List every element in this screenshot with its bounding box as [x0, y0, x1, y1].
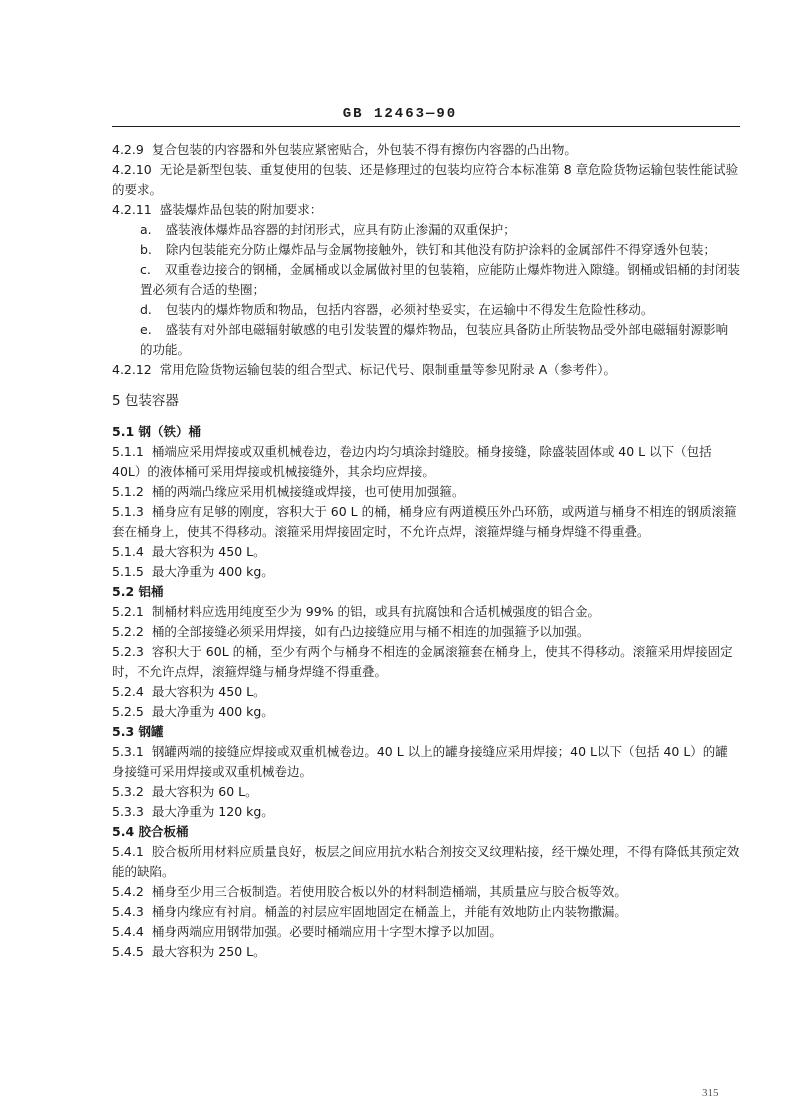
clause-number: 5.2.4	[112, 684, 144, 699]
clause-text: 常用危险货物运输包装的组合型式、标记代号、限制重量等参见附录 A（参考件）。	[159, 362, 617, 377]
clause-number: 5.2.3	[112, 644, 144, 659]
clause-number: 4.2.11	[112, 202, 152, 217]
clause-text: 桶身两端应用钢带加强。必要时桶端应用十字型木撑予以加固。	[151, 924, 502, 939]
clause-text: 最大净重为 400 kg。	[151, 564, 274, 579]
clause-text: 最大容积为 450 L。	[151, 684, 266, 699]
clause-text: 最大容积为 250 L。	[151, 944, 266, 959]
clause	[112, 160, 740, 200]
clause-number: 5.4.1	[112, 844, 144, 859]
clause	[112, 702, 740, 722]
clause	[112, 482, 740, 502]
clause-number: 5.1.5	[112, 564, 144, 579]
clause-text: 桶的全部接缝必须采用焊接，如有凸边接缝应用与桶不相连的加强箍予以加强。	[151, 624, 590, 639]
clause-text: 复合包装的内容器和外包装应紧密贴合，外包装不得有擦伤内容器的凸出物。	[151, 142, 577, 157]
list-item-label: b.	[140, 242, 152, 257]
clause-text: 桶身应有足够的刚度，容积大于 60 L 的桶，桶身应有两道模压外凸环筋，或两道与桶身不相连的钢质滚箍套在桶身上，使其不得移动。滚箍采用焊接固定时，不允许点焊，滚箍焊缝与桶身焊缝不得重叠。	[112, 504, 737, 539]
clause	[112, 140, 740, 160]
clause-number: 5.2.1	[112, 604, 144, 619]
clause-number: 5.1.3	[112, 504, 144, 519]
clause-text: 钢罐两端的接缝应焊接或双重机械卷边。40 L 以上的罐身接缝应采用焊接；40 L以下（包括 40 L）的罐身接缝可采用焊接或双重机械卷边。	[112, 744, 728, 779]
clause-text: 最大净重为 120 kg。	[151, 804, 274, 819]
clause	[112, 622, 740, 642]
document-body	[112, 140, 740, 962]
clause-text: 除内包装能充分防止爆炸品与金属物接触外，铁钉和其他没有防护涂料的金属部件不得穿透外包装；	[165, 242, 716, 257]
header-rule	[112, 126, 740, 127]
clause	[112, 200, 740, 220]
clause-text: 桶端应采用焊接或双重机械卷边，卷边内均匀填涂封缝胶。桶身接缝，除盛装固体或 40 L 以下（包括 40L）的液体桶可采用焊接或机械接缝外，其余均应焊接。	[112, 444, 712, 479]
clause	[112, 442, 740, 482]
page-number: 315	[702, 1087, 719, 1099]
clause-text: 无论是新型包装、重复使用的包装、还是修理过的包装均应符合本标准第 8 章危险货物运输包装性能试验的要求。	[112, 162, 739, 197]
list-item-label: c.	[140, 262, 151, 277]
section-heading: 5 包装容器	[112, 393, 179, 409]
clause	[112, 902, 740, 922]
subsection-heading: 5.1 钢（铁）桶	[112, 424, 201, 439]
list-item-label: a.	[140, 222, 152, 237]
clause	[112, 802, 740, 822]
list-item	[112, 220, 740, 240]
document-code-header: GB 12463—90	[342, 106, 458, 122]
clause	[112, 542, 740, 562]
clause-number: 5.3.1	[112, 744, 144, 759]
clause-number: 5.1.2	[112, 484, 144, 499]
clause-number: 5.4.4	[112, 924, 144, 939]
clause-text: 最大容积为 60 L。	[151, 784, 258, 799]
clause-number: 4.2.9	[112, 142, 144, 157]
clause	[112, 742, 740, 782]
clause	[112, 502, 740, 542]
subsection-heading: 5.4 胶合板桶	[112, 824, 189, 839]
clause	[112, 602, 740, 622]
list-item-label: d.	[140, 302, 152, 317]
clause-number: 5.4.2	[112, 884, 144, 899]
clause-text: 桶的两端凸缘应采用机械接缝或焊接，也可使用加强箍。	[151, 484, 465, 499]
list-item	[112, 300, 740, 320]
clause	[112, 782, 740, 802]
clause-text: 盛装爆炸品包装的附加要求：	[159, 202, 323, 217]
clause-text: 桶身内缘应有衬肩。桶盖的衬层应牢固地固定在桶盖上，并能有效地防止内装物撒漏。	[151, 904, 627, 919]
clause-text: 最大容积为 450 L。	[151, 544, 266, 559]
clause	[112, 642, 740, 682]
clause	[112, 682, 740, 702]
clause	[112, 360, 740, 380]
clause-number: 5.1.4	[112, 544, 144, 559]
list-item-label: e.	[140, 322, 152, 337]
list-item	[112, 260, 740, 300]
clause-number: 5.3.3	[112, 804, 144, 819]
clause-number: 5.2.5	[112, 704, 144, 719]
clause-number: 5.3.2	[112, 784, 144, 799]
clause-text: 双重卷边接合的钢桶，金属桶或以金属做衬里的包装箱，应能防止爆炸物进入隙缝。钢桶或铝桶的封闭装置必须有合适的垫圈；	[140, 262, 740, 297]
clause-text: 桶身至少用三合板制造。若使用胶合板以外的材料制造桶端，其质量应与胶合板等效。	[151, 884, 627, 899]
clause-text: 盛装有对外部电磁辐射敏感的电引发装置的爆炸物品，包装应具备防止所装物品受外部电磁辐射源影响的功能。	[140, 322, 729, 357]
clause-number: 4.2.10	[112, 162, 152, 177]
clause-number: 5.4.3	[112, 904, 144, 919]
clause	[112, 942, 740, 962]
subsection-heading: 5.2 铝桶	[112, 584, 164, 599]
clause-text: 容积大于 60L 的桶，至少有两个与桶身不相连的金属滚箍套在桶身上，使其不得移动。滚箍采用焊接固定时，不允许点焊，滚箍焊缝与桶身焊缝不得重叠。	[112, 644, 733, 679]
clause-text: 最大净重为 400 kg。	[151, 704, 274, 719]
clause-number: 5.4.5	[112, 944, 144, 959]
clause-number: 5.1.1	[112, 444, 144, 459]
clause-text: 制桶材料应选用纯度至少为 99% 的铝，或具有抗腐蚀和合适机械强度的铝合金。	[151, 604, 601, 619]
clause	[112, 842, 740, 882]
clause-number: 5.2.2	[112, 624, 144, 639]
list-item	[112, 240, 740, 260]
clause-text: 胶合板所用材料应质量良好，板层之间应用抗水粘合剂按交叉纹理粘接，经干燥处理，不得有降低其预定效能的缺陷。	[112, 844, 740, 879]
list-item	[112, 320, 740, 360]
clause	[112, 922, 740, 942]
subsection-heading: 5.3 钢罐	[112, 724, 164, 739]
clause	[112, 882, 740, 902]
clause-text: 盛装液体爆炸品容器的封闭形式，应具有防止渗漏的双重保护；	[165, 222, 516, 237]
clause	[112, 562, 740, 582]
clause-text: 包装内的爆炸物质和物品，包括内容器，必须衬垫妥实，在运输中不得发生危险性移动。	[165, 302, 654, 317]
clause-number: 4.2.12	[112, 362, 152, 377]
